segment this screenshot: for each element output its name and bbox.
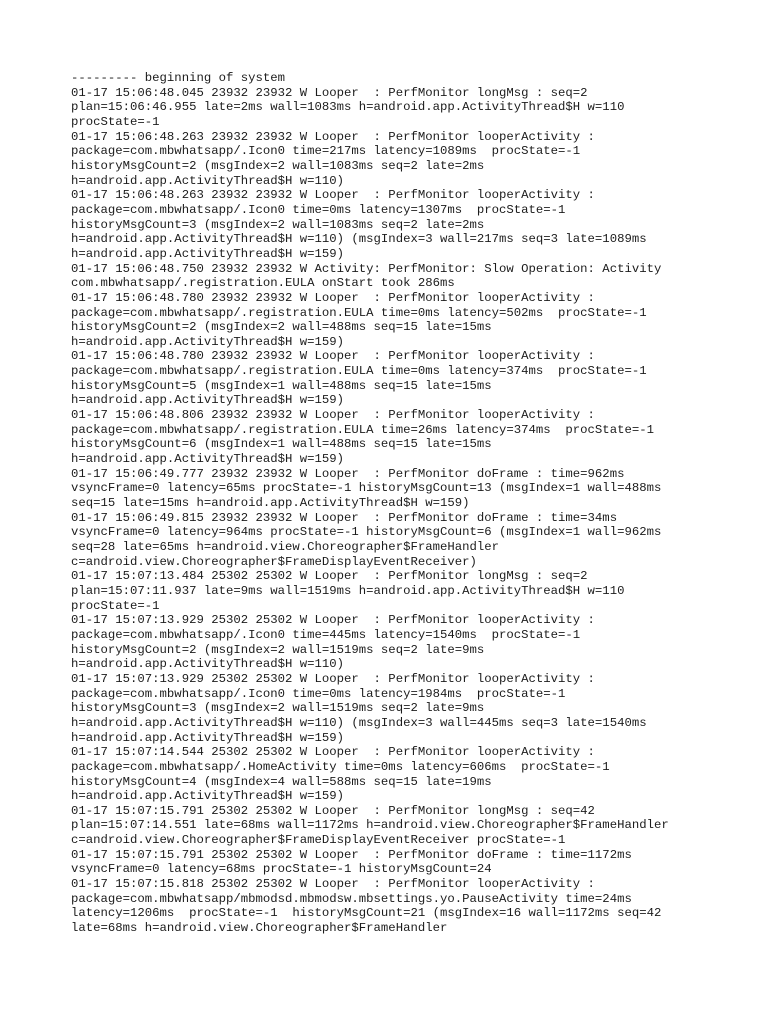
log-line: h=android.app.ActivityThread$H w=159) [71, 789, 345, 804]
log-line: h=android.app.ActivityThread$H w=159) [71, 393, 345, 408]
log-entry [71, 188, 711, 261]
log-line: h=android.app.ActivityThread$H w=159) [71, 246, 345, 261]
log-line: seq=28 late=65ms h=android.view.Choreographer$FrameHandler [71, 540, 500, 554]
log-line: procState=-1 [71, 598, 160, 613]
log-line: package=com.mbwhatsapp/.registration.EULA time=26ms latency=374ms procState=-1 [71, 422, 654, 437]
log-line: latency=1206ms procState=-1 historyMsgCount=21 (msgIndex=16 wall=1172ms seq=42 [71, 906, 662, 921]
log-line: 01-17 15:07:15.791 25302 25302 W Looper : PerfMonitor doFrame : time=1172ms [71, 847, 632, 862]
log-line: 01-17 15:06:49.777 23932 23932 W Looper : PerfMonitor doFrame : time=962ms [71, 466, 625, 481]
log-line: h=android.app.ActivityThread$H w=110) [71, 173, 345, 188]
log-line: package=com.mbwhatsapp/.registration.EULA time=0ms latency=502ms procState=-1 [71, 305, 647, 320]
log-line: historyMsgCount=2 (msgIndex=2 wall=488ms seq=15 late=15ms [71, 320, 492, 335]
log-line: late=68ms h=android.view.Choreographer$FrameHandler [71, 921, 448, 936]
log-entry [71, 672, 711, 745]
log-line: plan=15:07:14.551 late=68ms wall=1172ms h=android.view.Choreographer$FrameHandler [71, 818, 669, 833]
log-line: 01-17 15:06:48.780 23932 23932 W Looper : PerfMonitor looperActivity : [71, 290, 595, 305]
log-line: package=com.mbwhatsapp/.Icon0 time=0ms latency=1984ms procState=-1 [71, 686, 566, 701]
log-line: procState=-1 [71, 114, 160, 129]
log-line: com.mbwhatsapp/.registration.EULA onStart took 286ms [71, 276, 455, 291]
log-entry [71, 130, 711, 189]
log-entry [71, 262, 711, 291]
log-entry [71, 613, 711, 672]
log-line: h=android.app.ActivityThread$H w=110) (msgIndex=3 wall=217ms seq=3 late=1089ms [71, 232, 647, 247]
log-line: h=android.app.ActivityThread$H w=159) [71, 334, 345, 349]
log-entry [71, 804, 711, 848]
log-line: package=com.mbwhatsapp/.registration.EULA time=0ms latency=374ms procState=-1 [71, 364, 647, 379]
log-line: vsyncFrame=0 latency=68ms procState=-1 historyMsgCount=24 [71, 862, 492, 877]
log-entry [71, 349, 711, 408]
log-entry [71, 745, 711, 804]
log-line: 01-17 15:07:13.929 25302 25302 W Looper : PerfMonitor looperActivity : [71, 671, 595, 686]
log-line: package=com.mbwhatsapp/.Icon0 time=0ms latency=1307ms procState=-1 [71, 202, 566, 217]
log-entry [71, 511, 711, 570]
log-line: 01-17 15:07:15.818 25302 25302 W Looper : PerfMonitor looperActivity : [71, 877, 595, 892]
log-line: 01-17 15:06:48.750 23932 23932 W Activity: PerfMonitor: Slow Operation: Activity [71, 261, 662, 276]
log-line: 01-17 15:06:48.780 23932 23932 W Looper : PerfMonitor looperActivity : [71, 349, 595, 364]
log-entry [71, 467, 711, 511]
log-line: historyMsgCount=5 (msgIndex=1 wall=488ms seq=15 late=15ms [71, 378, 492, 393]
log-line: historyMsgCount=2 (msgIndex=2 wall=1519ms seq=2 late=9ms [71, 642, 485, 657]
log-line: 01-17 15:06:49.815 23932 23932 W Looper : PerfMonitor doFrame : time=34ms [71, 510, 618, 525]
log-line: h=android.app.ActivityThread$H w=159) [71, 730, 345, 745]
log-line: historyMsgCount=3 (msgIndex=2 wall=1519ms seq=2 late=9ms [71, 701, 485, 716]
log-line: 01-17 15:07:13.929 25302 25302 W Looper : PerfMonitor looperActivity : [71, 613, 595, 628]
log-line: h=android.app.ActivityThread$H w=110) (msgIndex=3 wall=445ms seq=3 late=1540ms [71, 715, 647, 730]
log-line: vsyncFrame=0 latency=964ms procState=-1 historyMsgCount=6 (msgIndex=1 wall=962ms [71, 525, 662, 540]
log-line: plan=15:07:11.937 late=9ms wall=1519ms h=android.app.ActivityThread$H w=110 [71, 583, 625, 598]
log-line: 01-17 15:07:13.484 25302 25302 W Looper : PerfMonitor longMsg : seq=2 [71, 569, 588, 584]
log-entry [71, 408, 711, 467]
log-line: 01-17 15:06:48.045 23932 23932 W Looper : PerfMonitor longMsg : seq=2 [71, 85, 588, 100]
log-header: --------- beginning of system [71, 71, 286, 85]
log-line: historyMsgCount=4 (msgIndex=4 wall=588ms seq=15 late=19ms [71, 774, 492, 789]
log-entry [71, 569, 711, 613]
log-line: h=android.app.ActivityThread$H w=159) [71, 452, 345, 467]
log-line: seq=15 late=15ms h=android.app.ActivityThread$H w=159) [71, 496, 470, 511]
log-line: 01-17 15:07:14.544 25302 25302 W Looper : PerfMonitor looperActivity : [71, 745, 595, 760]
log-line: 01-17 15:06:48.263 23932 23932 W Looper : PerfMonitor looperActivity : [71, 188, 595, 203]
log-line: package=com.mbwhatsapp/.HomeActivity time=0ms latency=606ms procState=-1 [71, 759, 610, 774]
log-line: 01-17 15:07:15.791 25302 25302 W Looper : PerfMonitor longMsg : seq=42 [71, 803, 595, 818]
log-line: historyMsgCount=3 (msgIndex=2 wall=1083ms seq=2 late=2ms [71, 217, 485, 232]
log-entry [71, 291, 711, 350]
log-line: c=android.view.Choreographer$FrameDisplayEventReceiver procState=-1 [71, 833, 566, 848]
log-document [71, 71, 711, 936]
log-line: package=com.mbwhatsapp/mbmodsd.mbmodsw.mbsettings.yo.PauseActivity time=24ms [71, 891, 632, 906]
log-entry [71, 848, 711, 877]
log-line: plan=15:06:46.955 late=2ms wall=1083ms h=android.app.ActivityThread$H w=110 [71, 100, 625, 115]
log-line: c=android.view.Choreographer$FrameDisplayEventReceiver) [71, 554, 477, 569]
log-line: historyMsgCount=2 (msgIndex=2 wall=1083ms seq=2 late=2ms [71, 158, 485, 173]
log-entry [71, 86, 711, 130]
log-entries [71, 86, 711, 936]
log-line: h=android.app.ActivityThread$H w=110) [71, 657, 345, 672]
log-line: 01-17 15:06:48.806 23932 23932 W Looper : PerfMonitor looperActivity : [71, 408, 595, 423]
log-line: vsyncFrame=0 latency=65ms procState=-1 historyMsgCount=13 (msgIndex=1 wall=488ms [71, 481, 662, 496]
log-line: package=com.mbwhatsapp/.Icon0 time=217ms latency=1089ms procState=-1 [71, 144, 581, 159]
log-line: package=com.mbwhatsapp/.Icon0 time=445ms latency=1540ms procState=-1 [71, 627, 581, 642]
log-line: historyMsgCount=6 (msgIndex=1 wall=488ms seq=15 late=15ms [71, 437, 492, 452]
log-line: 01-17 15:06:48.263 23932 23932 W Looper : PerfMonitor looperActivity : [71, 129, 595, 144]
log-entry [71, 877, 711, 936]
